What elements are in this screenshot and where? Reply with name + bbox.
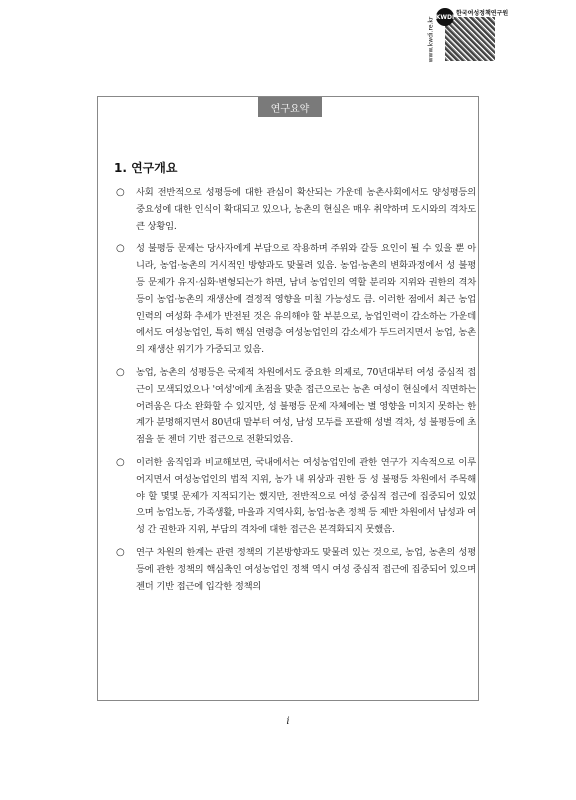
- paragraph-text: 사회 전반적으로 성평등에 대한 관심이 확산되는 가운데 농촌사회에서도 양성평등의 중요성에 대한 인식이 확대되고 있으나, 농촌의 현실은 매우 취약하며 도시와의 격차도 큰 상황임.: [136, 187, 476, 232]
- logo-org-name: 한국여성정책연구원: [456, 10, 509, 17]
- bullet-icon: ○: [116, 243, 125, 255]
- paragraph-text: 농업, 농촌의 성평등은 국제적 차원에서도 중요한 의제로, 70년대부터 여성 중심적 접근이 모색되었으나 '여성'에게 초점을 맞춘 접근으로는 농촌 여성이 현실에서 직면하는 어려움은 다소 완화할 수 있지만, 성 불평등 문제 자체에는 별 영향을 미치지 못하는 한계가 분명해지면서 80년대 말부터 여성, 남성 모두를 포괄해 성별 격차, 성 불평등에 초점을 둔 젠더 기반 접근으로 전환되었음.: [136, 366, 476, 446]
- paragraph: [116, 455, 476, 539]
- summary-tab: 연구요약: [258, 97, 322, 117]
- paragraph: [116, 241, 476, 359]
- paragraph: [116, 185, 476, 235]
- paragraph-list: [116, 185, 476, 601]
- paragraph: [116, 365, 476, 449]
- paragraph: [116, 545, 476, 595]
- logo-pattern: [445, 17, 495, 61]
- bullet-icon: ○: [116, 456, 125, 468]
- bullet-icon: ○: [116, 546, 125, 558]
- paragraph-text: 이러한 움직임과 비교해보면, 국내에서는 여성농업인에 관한 연구가 지속적으로 이루어지면서 여성농업인의 법적 지위, 농가 내 위상과 권한 등 성 불평등 차원에서 주목해야 할 몇몇 문제가 지적되기는 했지만, 전반적으로 여성 중심적 접근에 집중되어 있었으며 농업노동, 가족생활, 마을과 지역사회, 농업·농촌 정책 등 제반 차원에서 남성과 여성 간 권한과 지위, 부담의 격차에 대한 접근은 본격화되지 못했음.: [136, 456, 476, 536]
- kwdi-badge-icon: KWDI: [436, 8, 454, 26]
- institute-logo: [427, 8, 509, 66]
- summary-frame: [97, 96, 479, 701]
- section-title: 1. 연구개요: [114, 161, 178, 175]
- paragraph-text: 연구 차원의 한계는 관련 정책의 기본방향과도 맞물려 있는 것으로, 농업, 농촌의 성평등에 관한 정책의 핵심축인 여성농업인 정책 역시 여성 중심적 접근에 집중되어 있으며 젠더 기반 접근에 입각한 정책의: [136, 546, 476, 592]
- logo-url: www.kwdi.re.kr: [427, 16, 435, 63]
- bullet-icon: ○: [116, 187, 125, 198]
- bullet-icon: ○: [116, 366, 125, 378]
- page-number: i: [286, 716, 290, 727]
- paragraph-text: 성 불평등 문제는 당사자에게 부담으로 작용하며 주위와 갈등 요인이 될 수 있을 뿐 아니라, 농업·농촌의 거시적인 방향과도 맞물려 있음. 농업·농촌의 변화과정에서 성 불평등 문제가 유지·심화·변형되는가 하면, 남녀 농업인의 역할 분리와 지위와 권한의 격차 등이 농업·농촌의 재생산에 결정적 영향을 미칠 가능성도 큼. 이러한 점에서 최근 농업 인력의 여성화 추세가 반전된 것은 유의해야 할 부분으로, 농업인력이 감소하는 가운데에서도 여성농업인, 특히 핵심 연령층 여성농업인의 감소세가 두드러지면서 농업, 농촌의 재생산 위기가 가중되고 있음.: [136, 243, 476, 356]
